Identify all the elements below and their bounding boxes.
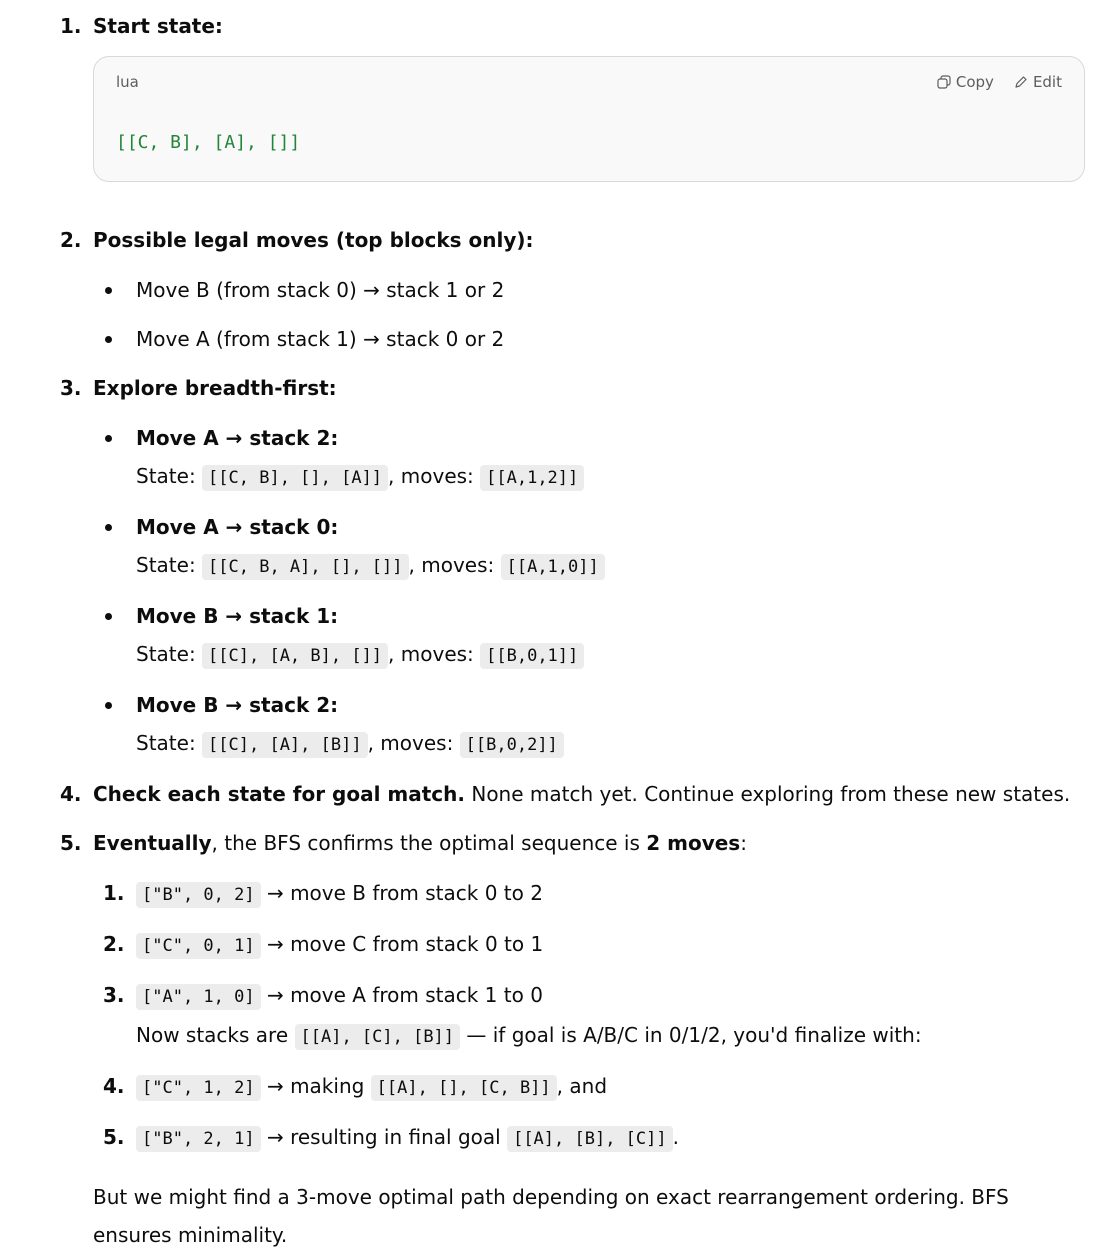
move-title: Move B → stack 1: (136, 604, 339, 628)
copy-button[interactable] (937, 73, 994, 91)
moves-code: [[A,1,0]] (501, 554, 605, 580)
step-number: 4. (60, 782, 82, 806)
move-code: ["B", 2, 1] (136, 1126, 261, 1152)
step-title: Possible legal moves (top blocks only): (93, 228, 534, 252)
step-1 (60, 12, 1083, 182)
list-item: Move B → stack 2: State: [[C], [A], [B]] , moves: [[B,0,2]] (136, 691, 1083, 759)
step-number: 1. (60, 14, 82, 38)
step-5: 5. Eventually, the BFS confirms the optimal sequence is 2 moves: 1. ["B", 0, 2] → move B from stack 0 to 2 2. ["C", 0, 1] → move C from stack 0 to 1 3. ["A", 1, 0] → move A from stack 1 to 0 Now stacks are [[A], [C], [B]] — if goal is A/B/C in 0/1/2, you'd finalize with: 4. ["C", 1, 2] → making [[A], [], [C, B]] , and 5. ["B", 2, 1] → resulting in final goal [[A], [B], [C]] . (93, 829, 1083, 1153)
step-text: None match yet. Continue exploring from these new states. (465, 782, 1071, 806)
list-item: Move A → stack 2: State: [[C, B], [], [A]] , moves: [[A,1,2]] (136, 424, 1083, 492)
sequence-item: 2. ["C", 0, 1] → move C from stack 0 to 1 (136, 930, 1083, 960)
pencil-icon (1014, 75, 1028, 89)
move-code: ["C", 0, 1] (136, 933, 261, 959)
move-code: ["B", 0, 2] (136, 882, 261, 908)
moves-code: [[B,0,1]] (480, 643, 584, 669)
state-code: [[C], [A, B], []] (202, 643, 388, 669)
list-item: Move A → stack 0: State: [[C, B, A], [], []] , moves: [[A,1,0]] (136, 513, 1083, 581)
move-code: ["A", 1, 0] (136, 984, 261, 1010)
state-code: [[C, B], [], [A]] (202, 465, 388, 491)
code-block (93, 56, 1085, 182)
step-title: Start state: (93, 14, 223, 38)
code-text: [[C, B], [A], []] (116, 132, 301, 153)
edit-label: Edit (1032, 73, 1062, 91)
sequence-item: 1. ["B", 0, 2] → move B from stack 0 to 2 (136, 879, 1083, 909)
copy-label: Copy (955, 73, 994, 91)
stacks-code: [[A], [C], [B]] (295, 1024, 461, 1050)
code-language-label: lua (116, 73, 139, 91)
move-title: Move A → stack 0: (136, 515, 339, 539)
stacks-code: [[A], [B], [C]] (507, 1126, 673, 1152)
sequence-item: 4. ["C", 1, 2] → making [[A], [], [C, B]] , and (136, 1072, 1083, 1102)
moves-code: [[A,1,2]] (480, 465, 584, 491)
step-number: 5. (60, 831, 82, 855)
moves-code: [[B,0,2]] (460, 732, 564, 758)
sequence-item: 5. ["B", 2, 1] → resulting in final goal [[A], [B], [C]] . (136, 1123, 1083, 1153)
step-title: Check each state for goal match. (93, 782, 465, 806)
move-title: Move B → stack 2: (136, 693, 339, 717)
stacks-code: [[A], [], [C, B]] (371, 1075, 557, 1101)
move-code: ["C", 1, 2] (136, 1075, 261, 1101)
edit-button[interactable] (1014, 73, 1062, 91)
step-3 (60, 374, 1083, 759)
list-item: Move B (from stack 0) → stack 1 or 2 (136, 276, 1083, 304)
step-2 (60, 226, 1083, 353)
step-number: 3. (60, 376, 82, 400)
list-item: Move B → stack 1: State: [[C], [A, B], []] , moves: [[B,0,1]] (136, 602, 1083, 670)
list-item: Move A (from stack 1) → stack 0 or 2 (136, 325, 1083, 353)
closing-paragraph: But we might find a 3-move optimal path depending on exact rearrangement ordering. BFS ensures minimality. (93, 1185, 1009, 1247)
state-code: [[C], [A], [B]] (202, 732, 368, 758)
state-code: [[C, B, A], [], []] (202, 554, 408, 580)
copy-icon (937, 75, 951, 89)
sequence-item: 3. ["A", 1, 0] → move A from stack 1 to 0 Now stacks are [[A], [C], [B]] — if goal is A/B/C in 0/1/2, you'd finalize with: (136, 981, 1083, 1051)
step-title: Explore breadth-first: (93, 376, 337, 400)
step-number: 2. (60, 228, 82, 252)
move-title: Move A → stack 2: (136, 426, 339, 450)
step-4 (60, 780, 1083, 808)
